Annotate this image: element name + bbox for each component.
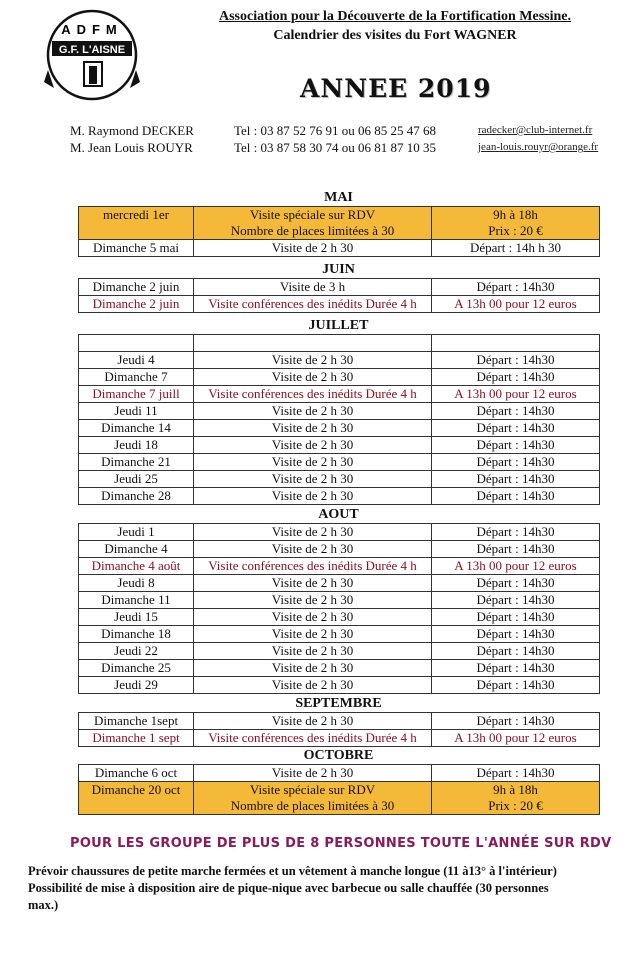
time-cell: Départ : 14h30: [432, 437, 600, 454]
visit-cell: [194, 207, 432, 240]
date-cell: Dimanche 1sept: [79, 713, 194, 730]
date-cell: Dimanche 20 oct: [79, 782, 194, 815]
date-cell: Dimanche 14: [79, 420, 194, 437]
time-cell: Départ : 14h30: [432, 279, 600, 296]
table-row: [79, 765, 600, 782]
visit-cell: Visite de 2 h 30: [194, 626, 432, 643]
visit-cell: Visite de 2 h 30: [194, 765, 432, 782]
time-cell: [432, 207, 600, 240]
visit-cell: Visite conférences des inédits Durée 4 h: [194, 296, 432, 313]
time-cell: Départ : 14h h 30: [432, 240, 600, 257]
visit-cell: Visite de 2 h 30: [194, 677, 432, 694]
time-cell: A 13h 00 pour 12 euros: [432, 296, 600, 313]
time-cell: Départ : 14h30: [432, 626, 600, 643]
contact-email-2[interactable]: jean-louis.rouyr@orange.fr: [478, 141, 599, 153]
visit-cell: [194, 335, 432, 352]
date-cell: Dimanche 11: [79, 592, 194, 609]
time-cell: Départ : 14h30: [432, 369, 600, 386]
time-cell: Départ : 14h30: [432, 713, 600, 730]
month-heading-mai: MAI: [324, 190, 353, 205]
contact-tel-2: Tel : 03 87 58 30 74 ou 06 81 87 10 35: [234, 140, 437, 155]
date-cell: Dimanche 7: [79, 369, 194, 386]
visit-cell: Visite de 2 h 30: [194, 352, 432, 369]
table-row: [79, 386, 600, 403]
date-cell: Jeudi 18: [79, 437, 194, 454]
calendar-subtitle: Calendrier des visites du Fort WAGNER: [273, 28, 517, 43]
visit-cell: Visite de 2 h 30: [194, 403, 432, 420]
visit-cell: Visite de 2 h 30: [194, 420, 432, 437]
table-row: [79, 713, 600, 730]
visit-cell: Visite de 2 h 30: [194, 660, 432, 677]
visit-cell: Visite de 2 h 30: [194, 713, 432, 730]
visit-cell: Visite de 2 h 30: [194, 240, 432, 257]
contact-name-1: M. Raymond DECKER: [70, 123, 194, 138]
date-cell: Dimanche 18: [79, 626, 194, 643]
table-row: [79, 335, 600, 352]
date-cell: Jeudi 1: [79, 524, 194, 541]
date-cell: Jeudi 11: [79, 403, 194, 420]
table-row: [79, 558, 600, 575]
date-cell: Dimanche 4: [79, 541, 194, 558]
date-cell: Dimanche 2 juin: [79, 279, 194, 296]
table-row: [79, 352, 600, 369]
month-heading-aout: AOUT: [318, 507, 359, 522]
visit-cell: Visite de 2 h 30: [194, 541, 432, 558]
visit-cell: Visite de 2 h 30: [194, 524, 432, 541]
date-cell: Dimanche 25: [79, 660, 194, 677]
visit-cell: Visite conférences des inédits Durée 4 h: [194, 386, 432, 403]
table-row: [79, 296, 600, 313]
date-cell: Jeudi 8: [79, 575, 194, 592]
logo-top-text: ADFM: [61, 22, 123, 37]
date-cell: Dimanche 28: [79, 488, 194, 505]
time-cell: Départ : 14h30: [432, 352, 600, 369]
time-cell-line-1: 9h à 18h: [493, 782, 538, 797]
visit-cell: Visite de 2 h 30: [194, 369, 432, 386]
contact-email-1[interactable]: radecker@club-internet.fr: [478, 124, 593, 136]
visit-cell-line-1: Visite spéciale sur RDV: [249, 782, 376, 797]
time-cell: [432, 335, 600, 352]
time-cell: Départ : 14h30: [432, 524, 600, 541]
logo-bottom-text: G.F. L'AISNE: [58, 44, 126, 56]
time-cell: Départ : 14h30: [432, 575, 600, 592]
date-cell: Jeudi 25: [79, 471, 194, 488]
table-row: [79, 488, 600, 505]
visit-cell: Visite de 2 h 30: [194, 609, 432, 626]
footer-line-3: max.): [28, 898, 59, 912]
table-row: [79, 541, 600, 558]
association-title: Association pour la Découverte de la Fortification Messine.: [218, 9, 572, 24]
table-row: [79, 524, 600, 541]
month-table: [78, 523, 600, 694]
visit-cell-line-1: Visite spéciale sur RDV: [249, 207, 376, 222]
table-row: [79, 369, 600, 386]
time-cell-line-2: Prix : 20 €: [488, 798, 543, 813]
table-row: [79, 592, 600, 609]
time-cell: Départ : 14h30: [432, 541, 600, 558]
visit-cell: Visite de 2 h 30: [194, 575, 432, 592]
time-cell-line-1: 9h à 18h: [493, 207, 538, 222]
table-row: [79, 626, 600, 643]
time-cell: [432, 782, 600, 815]
table-row: [79, 207, 600, 240]
month-heading-octobre: OCTOBRE: [303, 748, 374, 763]
time-cell: Départ : 14h30: [432, 643, 600, 660]
month-heading-septembre: SEPTEMBRE: [295, 696, 382, 711]
date-cell: Jeudi 15: [79, 609, 194, 626]
time-cell-line-2: Prix : 20 €: [488, 223, 543, 238]
contact-name-2: M. Jean Louis ROUYR: [70, 140, 193, 155]
time-cell: Départ : 14h30: [432, 609, 600, 626]
date-cell: Jeudi 4: [79, 352, 194, 369]
table-row: [79, 240, 600, 257]
visit-cell: Visite de 2 h 30: [194, 488, 432, 505]
date-cell: [79, 335, 194, 352]
visit-cell: Visite de 2 h 30: [194, 454, 432, 471]
time-cell: Départ : 14h30: [432, 471, 600, 488]
date-cell: Jeudi 29: [79, 677, 194, 694]
month-heading-juillet: JUILLET: [308, 318, 369, 333]
table-row: [79, 643, 600, 660]
visit-cell-line-2: Nombre de places limitées à 30: [230, 223, 395, 238]
date-cell: Dimanche 21: [79, 454, 194, 471]
adfm-logo: [40, 8, 144, 102]
month-table: [78, 712, 600, 747]
table-row: [79, 403, 600, 420]
time-cell: A 13h 00 pour 12 euros: [432, 558, 600, 575]
visit-cell: [194, 782, 432, 815]
time-cell: Départ : 14h30: [432, 488, 600, 505]
table-row: [79, 454, 600, 471]
date-cell: mercredi 1er: [79, 207, 194, 240]
table-row: [79, 437, 600, 454]
table-row: [79, 575, 600, 592]
table-row: [79, 730, 600, 747]
table-row: [79, 279, 600, 296]
table-row: [79, 609, 600, 626]
visit-cell: Visite conférences des inédits Durée 4 h: [194, 558, 432, 575]
visit-cell: Visite de 2 h 30: [194, 437, 432, 454]
month-heading-juin: JUIN: [322, 262, 355, 277]
table-row: [79, 660, 600, 677]
table-row: [79, 677, 600, 694]
date-cell: Dimanche 1 sept: [79, 730, 194, 747]
table-row: [79, 420, 600, 437]
time-cell: Départ : 14h30: [432, 454, 600, 471]
time-cell: A 13h 00 pour 12 euros: [432, 730, 600, 747]
footer-line-2: Possibilité de mise à disposition aire de pique-nique avec barbecue ou salle chauffée (30 personnes: [28, 881, 549, 895]
groups-note: POUR LES GROUPE DE PLUS DE 8 PERSONNES TOUTE L'ANNÉE SUR RDV: [70, 836, 612, 851]
visit-cell: Visite de 2 h 30: [194, 592, 432, 609]
visit-cell: Visite de 3 h: [194, 279, 432, 296]
time-cell: Départ : 14h30: [432, 660, 600, 677]
time-cell: Départ : 14h30: [432, 592, 600, 609]
month-table: [78, 206, 600, 257]
month-table: [78, 764, 600, 815]
date-cell: Dimanche 6 oct: [79, 765, 194, 782]
date-cell: Dimanche 4 août: [79, 558, 194, 575]
time-cell: Départ : 14h30: [432, 403, 600, 420]
contact-tel-1: Tel : 03 87 52 76 91 ou 06 85 25 47 68: [234, 123, 437, 138]
footer-line-1: Prévoir chaussures de petite marche fermées et un vêtement à manche longue (11 à13° à l'intérieur): [28, 864, 557, 878]
month-table: [78, 278, 600, 313]
table-row: [79, 782, 600, 815]
date-cell: Dimanche 2 juin: [79, 296, 194, 313]
year-title: ANNEE 2019: [300, 74, 492, 103]
time-cell: A 13h 00 pour 12 euros: [432, 386, 600, 403]
date-cell: Dimanche 7 juill: [79, 386, 194, 403]
date-cell: Jeudi 22: [79, 643, 194, 660]
visit-cell: Visite de 2 h 30: [194, 643, 432, 660]
table-row: [79, 471, 600, 488]
time-cell: Départ : 14h30: [432, 677, 600, 694]
date-cell: Dimanche 5 mai: [79, 240, 194, 257]
time-cell: Départ : 14h30: [432, 420, 600, 437]
time-cell: Départ : 14h30: [432, 765, 600, 782]
visit-cell: Visite de 2 h 30: [194, 471, 432, 488]
visit-cell-line-2: Nombre de places limitées à 30: [230, 798, 395, 813]
month-table: [78, 334, 600, 505]
visit-cell: Visite conférences des inédits Durée 4 h: [194, 730, 432, 747]
